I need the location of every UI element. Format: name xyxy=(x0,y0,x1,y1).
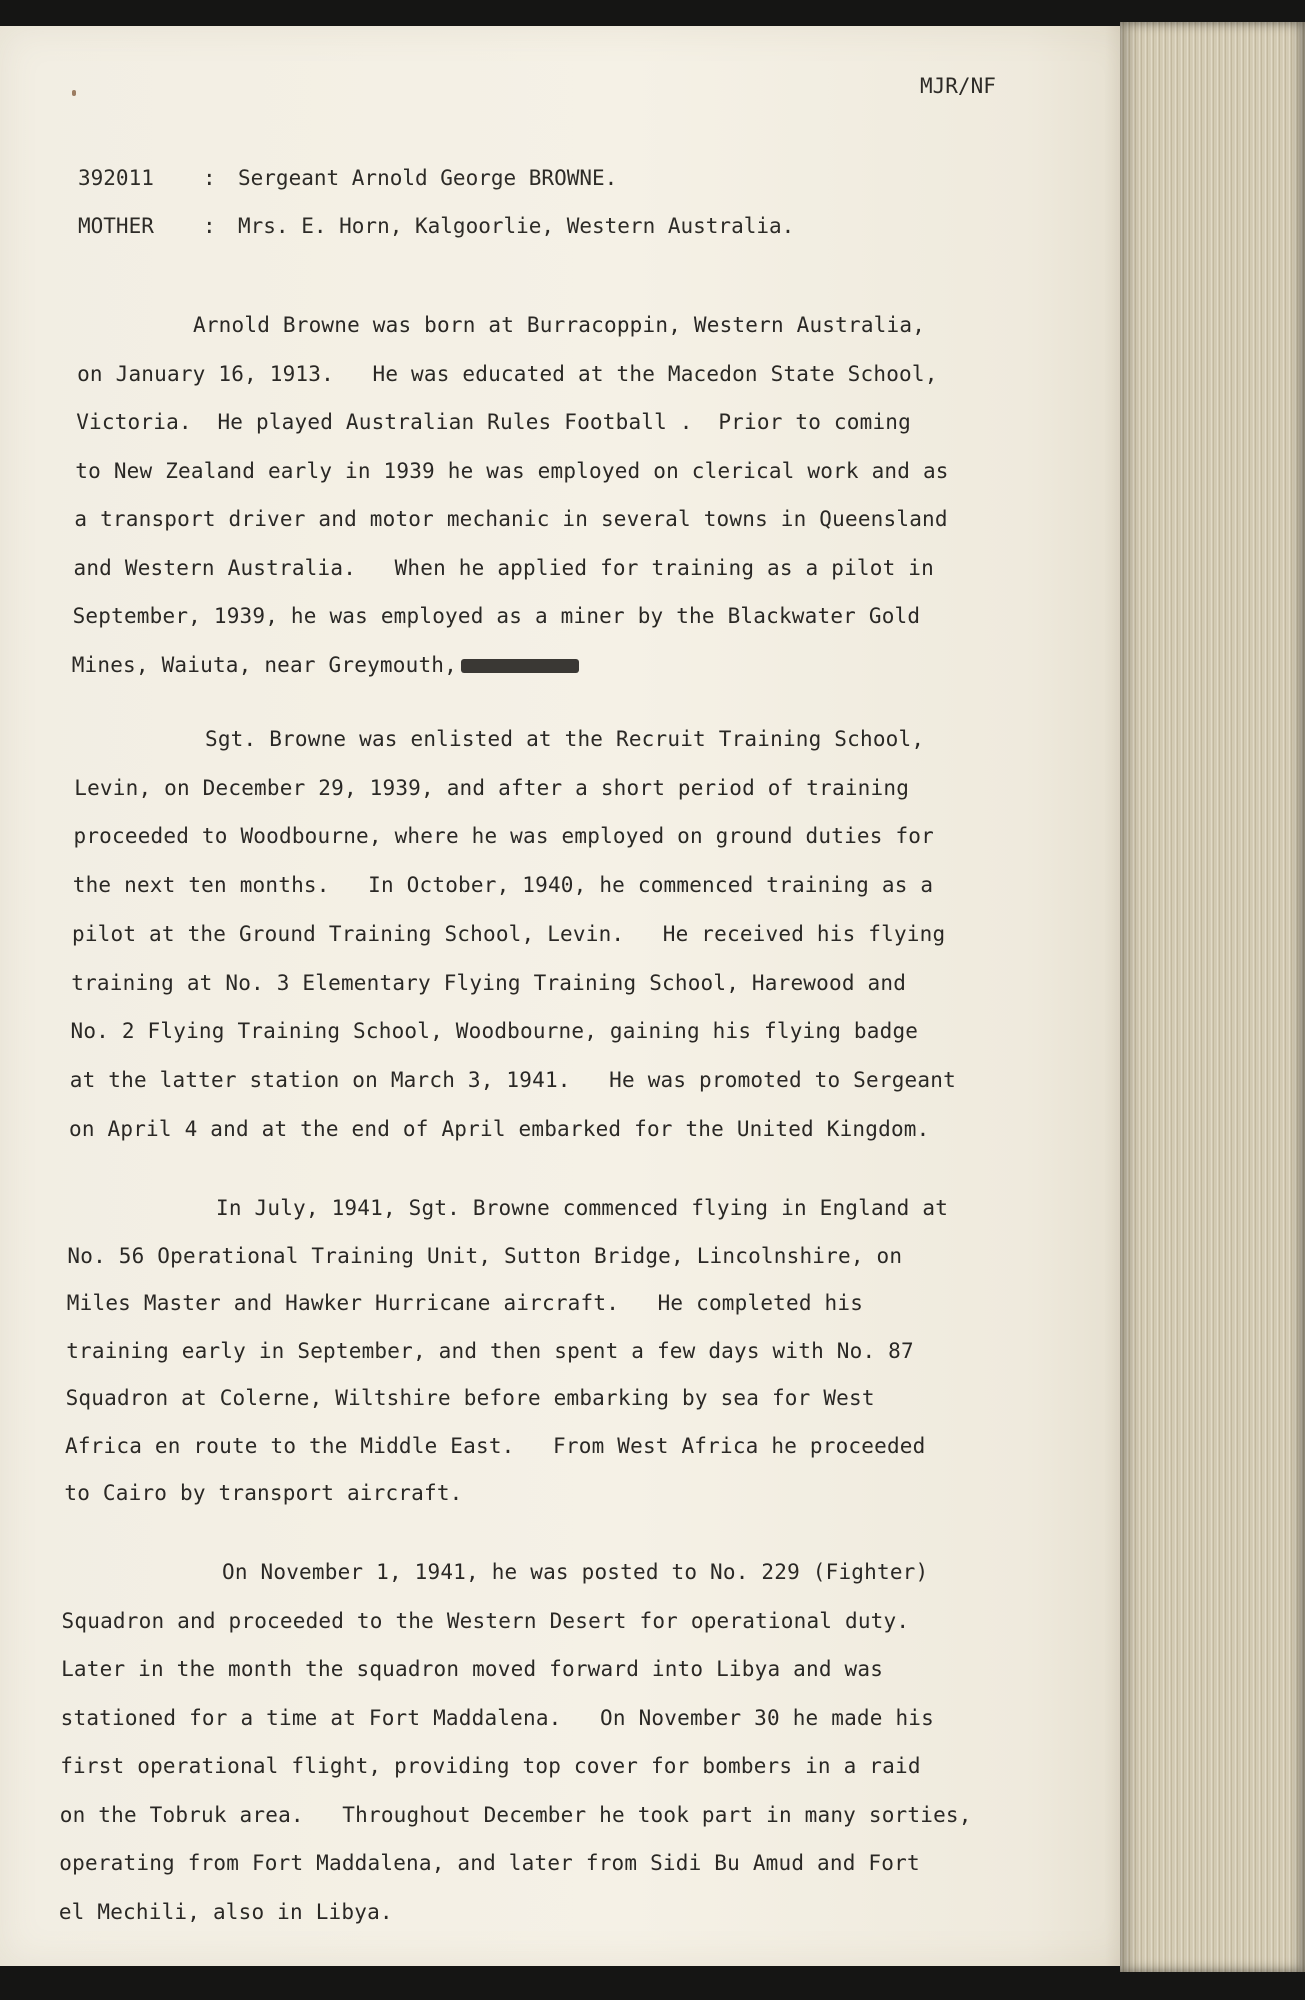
service-name: Sergeant Arnold George BROWNE. xyxy=(238,166,618,190)
paragraph-4-line: operating from Fort Maddalena, and later from Sidi Bu Amud and Fort xyxy=(59,1851,920,1875)
mother-value: Mrs. E. Horn, Kalgoorlie, Western Australia. xyxy=(238,214,795,238)
paragraph-3-line: No. 56 Operational Training Unit, Sutton Bridge, Lincolnshire, on xyxy=(67,1243,903,1268)
paragraph-4-line: On November 1, 1941, he was posted to No. 229 (Fighter) xyxy=(222,1560,929,1584)
paragraph-1-line: on January 16, 1913. He was educated at the Macedon State School, xyxy=(77,361,938,386)
stacked-page-edges xyxy=(1120,22,1305,1972)
paragraph-1-line: Mines, Waiuta, near Greymouth, xyxy=(72,653,579,677)
header-colon: : xyxy=(203,166,216,190)
paragraph-3-line: In July, 1941, Sgt. Browne commenced flying in England at xyxy=(216,1196,949,1220)
struck-out-text xyxy=(461,659,579,673)
paragraph-2-line: on April 4 and at the end of April embarked for the United Kingdom. xyxy=(69,1116,930,1141)
paragraph-2-line: Sgt. Browne was enlisted at the Recruit Training School, xyxy=(205,727,925,751)
header-colon: : xyxy=(203,214,216,238)
paragraph-3-line: training early in September, and then spent a few days with No. 87 xyxy=(66,1338,914,1363)
paragraph-3-line: Africa en route to the Middle East. From West Africa he proceeded xyxy=(65,1433,926,1458)
paragraph-1-line: a transport driver and motor mechanic in several towns in Queensland xyxy=(74,507,948,531)
paragraph-1-line: Arnold Browne was born at Burracoppin, Western Australia, xyxy=(193,313,926,337)
paragraph-3-line: to Cairo by transport aircraft. xyxy=(64,1481,463,1505)
paper-speck xyxy=(72,90,76,96)
reference-code: MJR/NF xyxy=(920,74,996,98)
paragraph-4-line: el Mechili, also in Libya. xyxy=(58,1899,393,1924)
paragraph-1-line: Victoria. He played Australian Rules Football . Prior to coming xyxy=(76,410,911,434)
mother-label: MOTHER xyxy=(78,214,154,238)
paragraph-1-line: to New Zealand early in 1939 he was employed on clerical work and as xyxy=(75,458,949,483)
paragraph-2-line: at the latter station on March 3, 1941. He was promoted to Sergeant xyxy=(69,1067,956,1092)
service-number: 392011 xyxy=(78,166,154,190)
paragraph-4-line: Later in the month the squadron moved forward into Libya and was xyxy=(61,1657,884,1681)
paragraph-3-line: Miles Master and Hawker Hurricane aircraft. He completed his xyxy=(66,1291,864,1315)
paragraph-2-line: pilot at the Ground Training School, Levin. He received his flying xyxy=(72,921,946,946)
paragraph-4-line: first operational flight, providing top cover for bombers in a raid xyxy=(60,1754,921,1778)
paragraph-1-line: and Western Australia. When he applied for training as a pilot in xyxy=(73,555,934,580)
paragraph-1-line: September, 1939, he was employed as a miner by the Blackwater Gold xyxy=(72,604,921,628)
paragraph-2-line: the next ten months. In October, 1940, he commenced training as a xyxy=(72,873,934,898)
paragraph-4-line: on the Tobruk area. Throughout December he took part in many sorties, xyxy=(59,1802,972,1827)
paragraph-2-line: Levin, on December 29, 1939, and after a short period of training xyxy=(74,775,910,800)
paragraph-4-line: Squadron and proceeded to the Western Desert for operational duty. xyxy=(61,1608,910,1633)
paragraph-2-line: training at No. 3 Elementary Flying Training School, Harewood and xyxy=(71,970,907,995)
paragraph-3-line: Squadron at Colerne, Wiltshire before embarking by sea for West xyxy=(65,1386,875,1410)
paragraph-2-line: proceeded to Woodbourne, where he was employed on ground duties for xyxy=(73,824,934,849)
paragraph-4-line: stationed for a time at Fort Maddalena. On November 30 he made his xyxy=(60,1705,934,1730)
paragraph-2-line: No. 2 Flying Training School, Woodbourne, gaining his flying badge xyxy=(70,1019,919,1044)
